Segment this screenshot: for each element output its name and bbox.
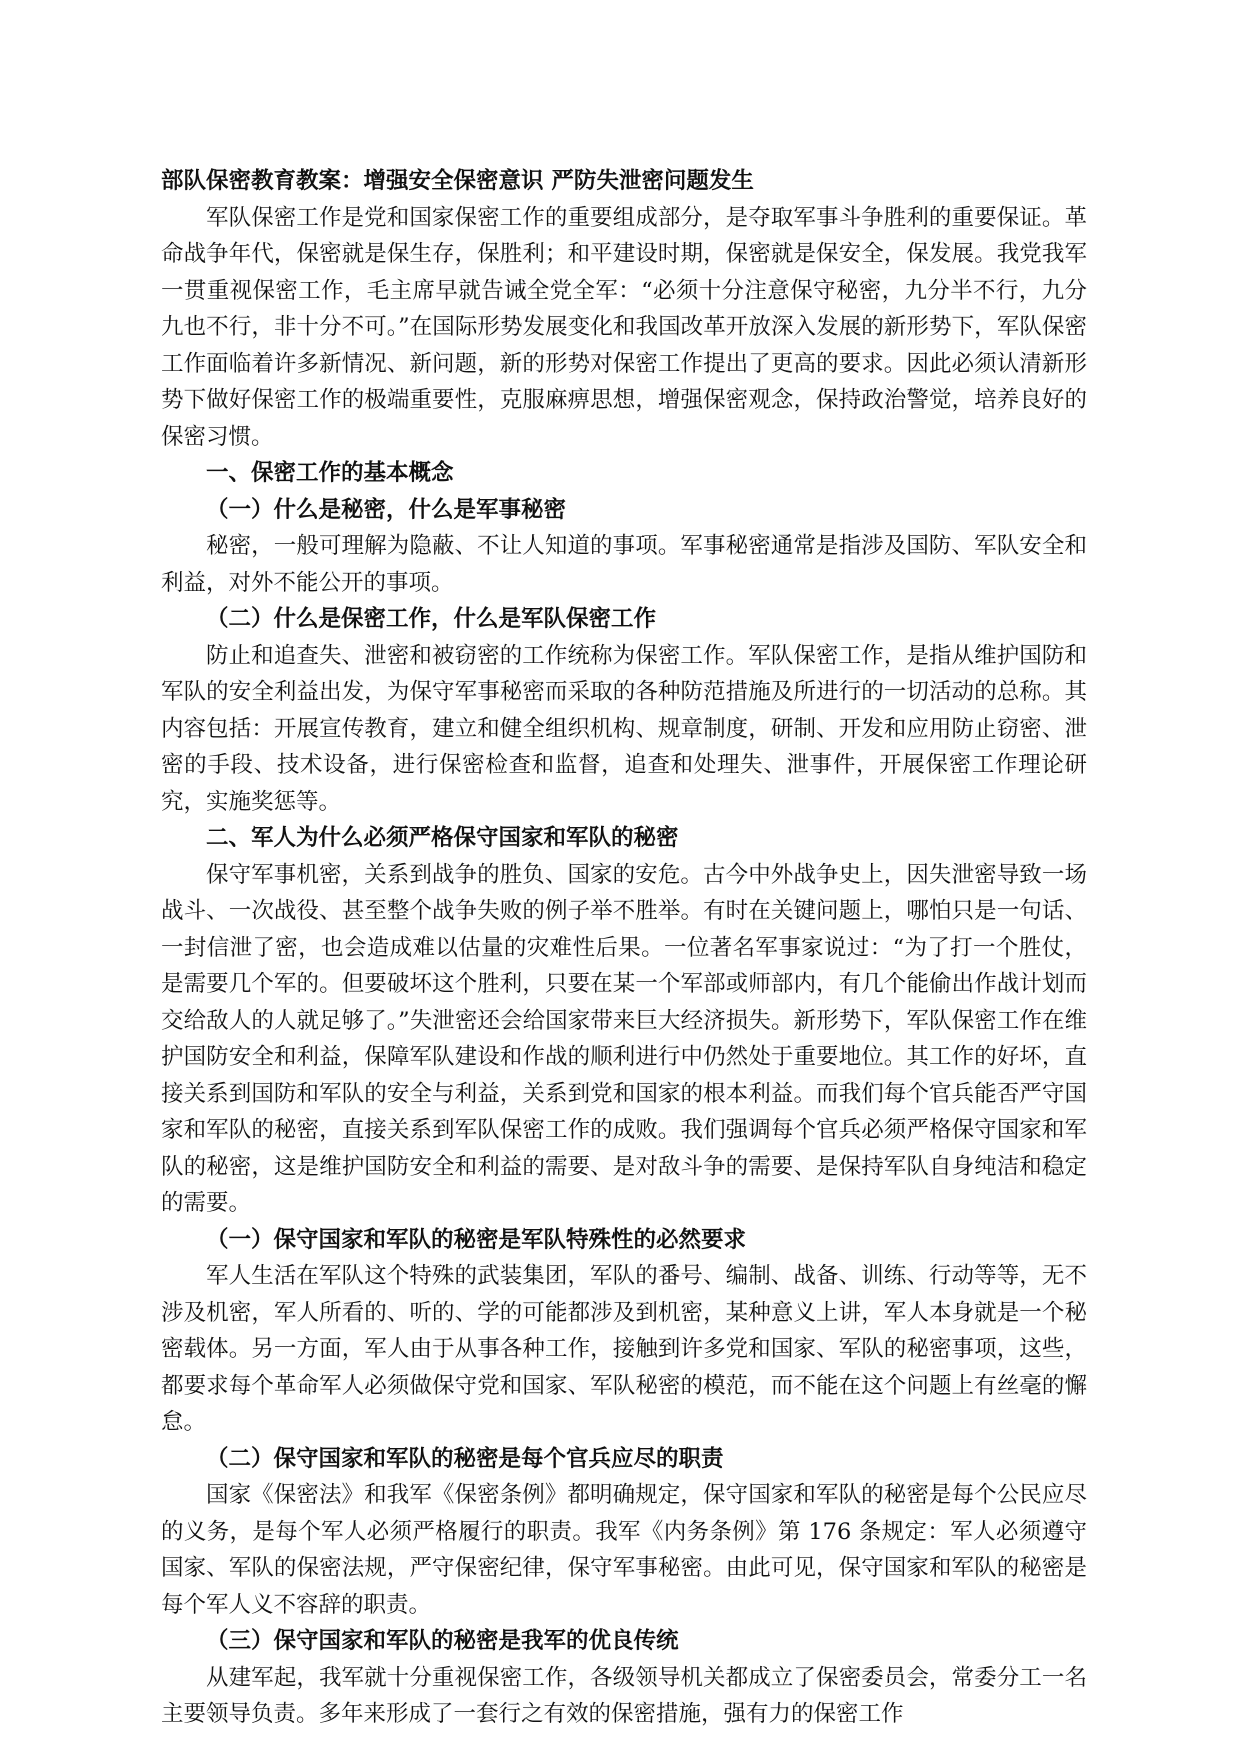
section-2-intro-paragraph: 保守军事机密，关系到战争的胜负、国家的安危。古今中外战争史上，因失泄密导致一场战斗、一次战役、甚至整个战争失败的例子举不胜举。有时在关键问题上，哪怕只是一句话、一封信泄了密，也会造成难以估量的灾难性后果。一位著名军事家说过：“为了打一个胜仗，是需要几个军的。但要破坏这个胜利，只要在某一个军部或师部内，有几个能偷出作战计划而交给敌人的人就足够了。”失泄密还会给国家带来巨大经济损失。新形势下，军队保密工作在维护国防安全和利益，保障军队建设和作战的顺利进行中仍然处于重要地位。其工作的好坏，直接关系到国防和军队的安全与利益，关系到党和国家的根本利益。而我们每个官兵能否严守国家和军队的秘密，直接关系到军队保密工作的成败。我们强调每个官兵必须严格保守国家和军队的秘密，这是维护国防安全和利益的需要、是对敌斗争的需要、是保持军队自身纯洁和稳定的需要。	[161, 861, 1087, 1216]
section-2-3-heading: （三）保守国家和军队的秘密是我军的优良传统	[206, 1628, 679, 1654]
section-2-3-paragraph: 从建军起，我军就十分重视保密工作，各级领导机关都成立了保密委员会，常委分工一名主要领导负责。多年来形成了一套行之有效的保密措施，强有力的保密工作	[161, 1664, 1087, 1727]
section-2-1-heading: （一）保守国家和军队的秘密是军队特殊性的必然要求	[206, 1226, 747, 1253]
document-title: 部队保密教育教案：增强安全保密意识 严防失泄密问题发生	[161, 168, 754, 194]
document-page	[161, 163, 1087, 1733]
section-1-2-heading: （二）什么是保密工作，什么是军队保密工作	[206, 606, 657, 632]
intro-paragraph: 军队保密工作是党和国家保密工作的重要组成部分，是夺取军事斗争胜利的重要保证。革命战争年代，保密就是保生存，保胜利；和平建设时期，保密就是保安全，保发展。我党我军一贯重视保密工作，毛主席早就告诫全党全军：“必须十分注意保守秘密，九分半不行，九分九也不行，非十分不可。”在国际形势发展变化和我国改革开放深入发展的新形势下，军队保密工作面临着许多新情况、新问题，新的形势对保密工作提出了更高的要求。因此必须认清新形势下做好保密工作的极端重要性，克服麻痹思想，增强保密观念，保持政治警觉，培养良好的保密习惯。	[161, 204, 1087, 450]
section-1-2-paragraph: 防止和追查失、泄密和被窃密的工作统称为保密工作。军队保密工作，是指从维护国防和军队的安全利益出发，为保守军事秘密而采取的各种防范措施及所进行的一切活动的总称。其内容包括：开展宣传教育，建立和健全组织机构、规章制度，研制、开发和应用防止窃密、泄密的手段、技术设备，进行保密检查和监督，追查和处理失、泄事件，开展保密工作理论研究，实施奖惩等。	[161, 642, 1087, 815]
section-1-heading: 一、保密工作的基本概念	[206, 460, 454, 486]
section-1-1-paragraph: 秘密，一般可理解为隐蔽、不让人知道的事项。军事秘密通常是指涉及国防、军队安全和利益，对外不能公开的事项。	[161, 533, 1087, 596]
section-2-2-heading: （二）保守国家和军队的秘密是每个官兵应尽的职责	[206, 1445, 724, 1472]
section-2-heading: 二、军人为什么必须严格保守国家和军队的秘密	[206, 825, 679, 851]
section-1-1-heading: （一）什么是秘密，什么是军事秘密	[206, 496, 567, 523]
section-2-2-paragraph: 国家《保密法》和我军《保密条例》都明确规定，保守国家和军队的秘密是每个公民应尽的义务，是每个军人必须严格履行的职责。我军《内务条例》第 176 条规定：军人必须遵守国家、军队的保密法规，严守保密纪律，保守军事秘密。由此可见，保守国家和军队的秘密是每个军人义不容辞的职责。	[161, 1482, 1087, 1618]
section-2-1-paragraph: 军人生活在军队这个特殊的武装集团，军队的番号、编制、战备、训练、行动等等，无不涉及机密，军人所看的、听的、学的可能都涉及到机密，某种意义上讲，军人本身就是一个秘密载体。另一方面，军人由于从事各种工作，接触到许多党和国家、军队的秘密事项，这些，都要求每个革命军人必须做保守党和国家、军队秘密的模范，而不能在这个问题上有丝毫的懈怠。	[161, 1263, 1087, 1435]
